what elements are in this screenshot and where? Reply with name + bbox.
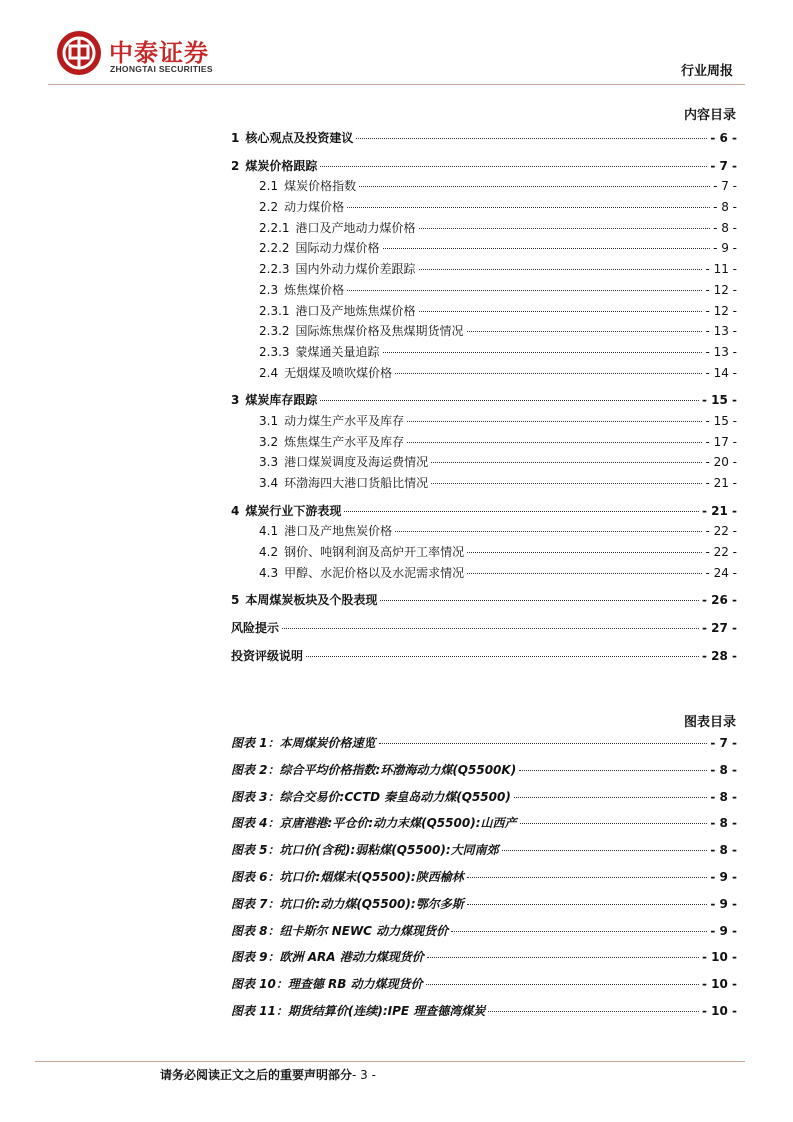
toc-entry-number: 5: [231, 593, 240, 608]
toc-leader-dots: [347, 290, 702, 291]
toc-leader-dots: [467, 573, 702, 574]
toc-entry-number: 3.3: [259, 455, 279, 470]
figure-leader-dots: [426, 984, 699, 985]
toc-group-gap: [231, 150, 737, 157]
figure-leader-dots: [520, 823, 708, 824]
toc-leader-dots: [407, 421, 702, 422]
toc-entry-number: 2.3.3: [259, 344, 290, 359]
toc-leader-dots: [320, 400, 699, 401]
brand-name-cn: 中泰证券: [109, 39, 209, 67]
toc-leader-dots: [344, 511, 699, 512]
toc-leader-dots: [395, 531, 702, 532]
toc-entry-page: - 6 -: [710, 131, 737, 145]
figure-entry-label: 图表 6：坑口价:烟煤末(Q5500):陕西榆林: [231, 869, 464, 884]
figure-entry-page: - 9 -: [710, 869, 737, 884]
toc-entry-chapter[interactable]: [231, 647, 737, 668]
toc-entry-label: 无烟煤及喷吹煤价格: [284, 365, 393, 380]
toc-entry-page: - 27 -: [701, 621, 737, 636]
toc-entry-number: 3.1: [259, 413, 279, 428]
footer-disclaimer: 请务必阅读正文之后的重要声明部分: [160, 1068, 353, 1082]
toc-entry-label: 国际动力煤价格: [295, 241, 380, 256]
figure-entry-label: 图表 3：综合交易价:CCTD 秦皇岛动力煤(Q5500): [231, 789, 511, 804]
toc-group-gap: [231, 384, 737, 391]
toc-leader-dots: [419, 269, 703, 270]
toc-leader-dots: [419, 311, 703, 312]
figure-entry-page: - 8 -: [710, 816, 737, 831]
toc-entry-label: 风险提示: [231, 621, 280, 636]
toc-entry-number: 4.2: [259, 545, 279, 560]
toc-entry-page: - 14 -: [705, 365, 737, 380]
toc-entry-section[interactable]: [231, 219, 737, 240]
toc-entry-page: - 12 -: [705, 303, 737, 318]
figure-index-entry[interactable]: [231, 868, 737, 895]
toc-entry-page: - 12 -: [705, 282, 737, 297]
toc-entry-page: - 13 -: [705, 324, 737, 339]
toc-leader-dots: [419, 228, 711, 229]
figure-leader-dots: [519, 770, 707, 771]
figure-entry-page: - 9 -: [710, 923, 737, 938]
toc-leader-dots: [407, 442, 702, 443]
figure-entry-page: - 8 -: [710, 762, 737, 777]
toc-entry-section[interactable]: [231, 364, 737, 385]
figure-index-entry[interactable]: [231, 1002, 737, 1029]
report-type: 行业周报: [680, 64, 733, 79]
toc-entry-page: - 20 -: [705, 455, 737, 470]
toc-entry-number: 2.2.3: [259, 262, 290, 277]
toc-leader-dots: [395, 373, 702, 374]
toc-entry-label: 核心观点及投资建议: [245, 131, 354, 145]
figure-index-entry[interactable]: [231, 975, 737, 1002]
toc-entry-page: - 21 -: [701, 503, 737, 518]
toc-entry-chapter[interactable]: [231, 129, 737, 150]
toc-leader-dots: [282, 628, 699, 629]
toc-entry-label: 动力煤生产水平及库存: [284, 413, 405, 428]
toc-group-gap: [231, 584, 737, 591]
figure-entry-label: 图表 5：坑口价(含税):弱粘煤(Q5500):大同南郊: [231, 843, 499, 858]
toc-entry-label: 炼焦煤生产水平及库存: [284, 434, 405, 449]
figure-leader-dots: [514, 797, 707, 798]
toc-entry-label: 煤炭价格指数: [284, 179, 357, 194]
figure-entry-label: 图表 8：纽卡斯尔 NEWC 动力煤现货价: [231, 923, 449, 938]
toc-leader-dots: [383, 352, 703, 353]
figure-leader-dots: [427, 957, 699, 958]
figure-index-entry[interactable]: [231, 895, 737, 922]
toc-entry-page: - 11 -: [705, 262, 737, 277]
toc-entry-section[interactable]: [231, 564, 737, 585]
toc-leader-dots: [359, 186, 710, 187]
toc-entry-label: 蒙煤通关量追踪: [295, 344, 380, 359]
toc-entry-label: 国内外动力煤价差跟踪: [295, 262, 416, 277]
figure-entry-page: - 8 -: [710, 789, 737, 804]
figure-entry-label: 图表 2：综合平均价格指数:环渤海动力煤(Q5500K): [231, 762, 517, 777]
toc-entry-section[interactable]: [231, 412, 737, 433]
toc-leader-dots: [306, 656, 699, 657]
figure-leader-dots: [502, 850, 708, 851]
toc-entry-number: 2.1: [259, 179, 279, 194]
toc-leader-dots: [356, 138, 707, 139]
toc-entry-number: 2: [231, 158, 240, 173]
toc-entry-label: 港口及产地动力煤价格: [295, 220, 416, 235]
figure-leader-dots: [488, 1011, 699, 1012]
company-logo: [57, 31, 247, 77]
toc-entry-number: 2.2.2: [259, 241, 290, 256]
toc-entry-page: - 7 -: [713, 179, 737, 194]
toc-entry-page: - 22 -: [705, 524, 737, 539]
table-of-contents: [231, 129, 737, 668]
toc-entry-page: - 21 -: [705, 476, 737, 490]
figure-entry-page: - 10 -: [701, 977, 737, 992]
toc-entry-section[interactable]: [231, 433, 737, 454]
toc-entry-label: 炼焦煤价格: [284, 282, 345, 297]
toc-entry-label: 环渤海四大港口货船比情况: [284, 476, 429, 490]
toc-leader-dots: [347, 207, 710, 208]
toc-entry-page: - 28 -: [701, 648, 737, 663]
toc-group-gap: [231, 495, 737, 502]
toc-entry-page: - 15 -: [705, 413, 737, 428]
brand-name-en: ZHONGTAI SECURITIES: [110, 64, 213, 74]
toc-group-gap: [231, 612, 737, 619]
figure-index: [231, 734, 737, 1029]
toc-title: 内容目录: [683, 108, 736, 123]
figure-index-entry[interactable]: [231, 788, 737, 815]
toc-entry-page: - 9 -: [713, 241, 737, 256]
figure-index-entry[interactable]: [231, 948, 737, 975]
toc-entry-label: 钢价、吨钢利润及高炉开工率情况: [284, 545, 465, 560]
toc-leader-dots: [383, 248, 711, 249]
toc-group-gap: [231, 640, 737, 647]
toc-entry-page: - 8 -: [713, 220, 737, 235]
toc-entry-section[interactable]: [231, 543, 737, 564]
toc-entry-number: 4.1: [259, 524, 279, 539]
figure-leader-dots: [467, 877, 708, 878]
figure-entry-label: 图表 10：理查德 RB 动力煤现货价: [231, 977, 423, 992]
logo-emblem: [57, 31, 101, 75]
toc-entry-section[interactable]: [231, 239, 737, 260]
toc-entry-number: 3.4: [259, 476, 279, 490]
figure-entry-page: - 10 -: [701, 950, 737, 965]
figure-entry-label: 图表 1：本周煤炭价格速览: [231, 736, 376, 750]
figure-index-entry[interactable]: [231, 734, 737, 761]
toc-entry-section[interactable]: [231, 474, 737, 495]
toc-entry-label: 港口及产地焦炭价格: [284, 524, 393, 539]
toc-entry-label: 港口煤炭调度及海运费情况: [284, 455, 429, 470]
header-divider: [48, 84, 745, 85]
toc-entry-number: 4: [231, 503, 240, 518]
toc-entry-chapter[interactable]: [231, 391, 737, 412]
toc-entry-number: 1: [231, 131, 240, 145]
toc-leader-dots: [467, 331, 703, 332]
toc-entry-section[interactable]: [231, 343, 737, 364]
figure-index-entry[interactable]: [231, 814, 737, 841]
toc-entry-section[interactable]: [231, 177, 737, 198]
figure-leader-dots: [467, 904, 708, 905]
toc-leader-dots: [467, 552, 702, 553]
toc-entry-chapter[interactable]: [231, 502, 737, 523]
toc-entry-label: 国际炼焦煤价格及焦煤期货情况: [295, 324, 464, 339]
toc-entry-number: 2.2: [259, 200, 279, 215]
toc-entry-number: 3: [231, 393, 240, 408]
figure-leader-dots: [379, 743, 708, 744]
toc-entry-section[interactable]: [231, 260, 737, 281]
figure-index-entry[interactable]: [231, 922, 737, 949]
toc-entry-page: - 13 -: [705, 344, 737, 359]
toc-entry-number: 2.3.2: [259, 324, 290, 339]
toc-entry-label: 甲醇、水泥价格以及水泥需求情况: [284, 565, 465, 580]
figure-entry-page: - 9 -: [710, 896, 737, 911]
figure-entry-page: - 7 -: [710, 736, 737, 750]
toc-entry-page: - 24 -: [705, 565, 737, 580]
figure-entry-label: 图表 9：欧洲 ARA 港动力煤现货价: [231, 950, 424, 965]
toc-entry-chapter[interactable]: [231, 157, 737, 178]
figure-entry-label: 图表 7：坑口价:动力煤(Q5500):鄂尔多斯: [231, 896, 464, 911]
toc-entry-page: - 17 -: [705, 434, 737, 449]
toc-entry-number: 2.4: [259, 365, 279, 380]
figure-index-title: 图表目录: [683, 715, 736, 730]
figure-entry-label: 图表 11：期货结算价(连续):IPE 理查德湾煤炭: [231, 1003, 486, 1018]
toc-entry-page: - 7 -: [710, 158, 737, 173]
toc-entry-number: 2.3.1: [259, 303, 290, 318]
toc-entry-number: 3.2: [259, 434, 279, 449]
toc-entry-page: - 22 -: [705, 545, 737, 560]
footer-divider: [35, 1061, 745, 1062]
figure-entry-page: - 8 -: [710, 843, 737, 858]
toc-entry-section[interactable]: [231, 322, 737, 343]
toc-entry-page: - 8 -: [713, 200, 737, 215]
toc-entry-number: 4.3: [259, 565, 279, 580]
toc-entry-section[interactable]: [231, 522, 737, 543]
figure-entry-label: 图表 4：京唐港港:平仓价:动力末煤(Q5500):山西产: [231, 816, 517, 831]
toc-entry-section[interactable]: [231, 302, 737, 323]
toc-entry-number: 2.2.1: [259, 220, 290, 235]
toc-entry-section[interactable]: [231, 453, 737, 474]
page-number: - 3 -: [352, 1068, 376, 1082]
toc-entry-label: 煤炭行业下游表现: [245, 503, 342, 518]
footer: [160, 1066, 376, 1083]
toc-entry-chapter[interactable]: [231, 619, 737, 640]
figure-leader-dots: [451, 931, 707, 932]
figure-index-entry[interactable]: [231, 841, 737, 868]
toc-leader-dots: [431, 462, 702, 463]
toc-entry-label: 动力煤价格: [284, 200, 345, 215]
toc-entry-chapter[interactable]: [231, 591, 737, 612]
toc-entry-label: 煤炭价格跟踪: [245, 158, 318, 173]
figure-entry-page: - 10 -: [701, 1003, 737, 1018]
toc-entry-label: 港口及产地炼焦煤价格: [295, 303, 416, 318]
figure-index-entry[interactable]: [231, 761, 737, 788]
toc-entry-section[interactable]: [231, 281, 737, 302]
toc-entry-label: 投资评级说明: [231, 648, 304, 663]
toc-leader-dots: [380, 600, 699, 601]
toc-entry-number: 2.3: [259, 282, 279, 297]
toc-leader-dots: [431, 483, 702, 484]
toc-entry-page: - 26 -: [701, 593, 737, 608]
toc-entry-label: 煤炭库存跟踪: [245, 393, 318, 408]
toc-entry-label: 本周煤炭板块及个股表现: [245, 593, 378, 608]
toc-leader-dots: [320, 166, 707, 167]
toc-entry-page: - 15 -: [701, 393, 737, 408]
toc-entry-section[interactable]: [231, 198, 737, 219]
